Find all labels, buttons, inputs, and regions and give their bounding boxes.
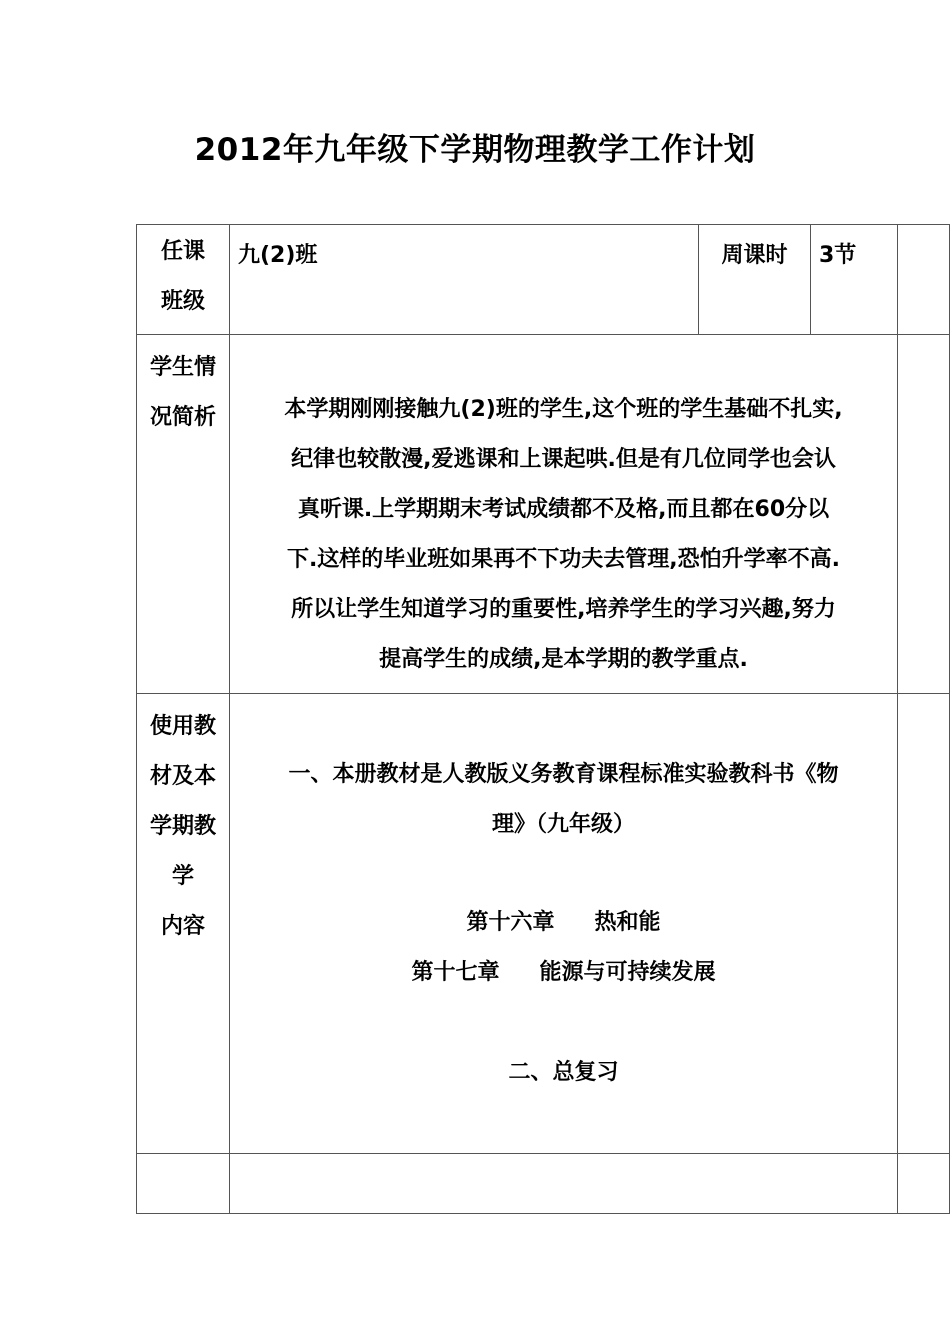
student-analysis-label-line1: 学生情 xyxy=(149,355,216,380)
chapter17-title: 能源与可持续发展 xyxy=(539,960,716,985)
analysis-line-4: 下.这样的毕业班如果再不下功夫去管理,恐怕升学率不高. xyxy=(286,547,841,572)
table-row-teaching-materials xyxy=(137,694,950,1154)
class-label-line2: 班级 xyxy=(160,289,205,314)
chapter16-number: 第十六章 xyxy=(466,910,555,935)
page-title: 2012年九年级下学期物理教学工作计划 xyxy=(194,132,756,168)
weekly-hours-label: 周课时 xyxy=(699,225,811,335)
chapter17-number: 第十七章 xyxy=(411,960,500,985)
student-analysis-label-line2: 况简析 xyxy=(149,405,216,430)
empty-cell xyxy=(137,1154,230,1214)
analysis-line-5: 所以让学生知道学习的重要性,培养学生的学习兴趣,努力 xyxy=(291,597,836,622)
materials-label-cell xyxy=(137,694,230,1154)
analysis-line-6: 提高学生的成绩,是本学期的教学重点. xyxy=(379,647,748,672)
chapter16-line xyxy=(240,898,887,948)
class-label-cell xyxy=(137,225,230,335)
table-row-empty xyxy=(137,1154,950,1214)
empty-cell xyxy=(898,335,950,694)
materials-label-line3: 学期教 xyxy=(149,814,216,839)
class-label-line1: 任课 xyxy=(160,239,205,264)
weekly-hours-value: 3节 xyxy=(811,225,898,335)
class-value: 九(2)班 xyxy=(230,225,699,335)
materials-label-line2: 材及本 xyxy=(149,764,216,789)
empty-cell xyxy=(230,1154,898,1214)
student-analysis-text xyxy=(240,335,887,687)
section2-line: 二、总复习 xyxy=(508,1060,619,1085)
materials-label-line4: 学 xyxy=(171,864,194,889)
analysis-line-2: 纪律也较散漫,爱逃课和上课起哄.但是有几位同学也会认 xyxy=(291,447,836,472)
empty-cell xyxy=(898,225,950,335)
teaching-plan-table xyxy=(136,224,950,1214)
table-row-class-info xyxy=(137,225,950,335)
table-row-student-analysis xyxy=(137,335,950,694)
section1-line1: 一、本册教材是人教版义务教育课程标准实验教科书《物 xyxy=(288,762,839,787)
analysis-line-1: 本学期刚刚接触九(2)班的学生,这个班的学生基础不扎实, xyxy=(284,397,843,422)
empty-cell xyxy=(898,694,950,1154)
materials-label-line5: 内容 xyxy=(160,914,205,939)
section1-line2: 理》（九年级） xyxy=(491,812,635,837)
analysis-line-3: 真听课.上学期期末考试成绩都不及格,而且都在60分以 xyxy=(297,497,830,522)
chapter16-title: 热和能 xyxy=(594,910,661,935)
materials-content xyxy=(230,694,898,1154)
student-analysis-content xyxy=(230,335,898,694)
materials-label-line1: 使用教 xyxy=(149,714,216,739)
materials-text xyxy=(240,694,887,1098)
student-analysis-label-cell xyxy=(137,335,230,694)
chapter17-line xyxy=(240,948,887,998)
empty-cell xyxy=(898,1154,950,1214)
